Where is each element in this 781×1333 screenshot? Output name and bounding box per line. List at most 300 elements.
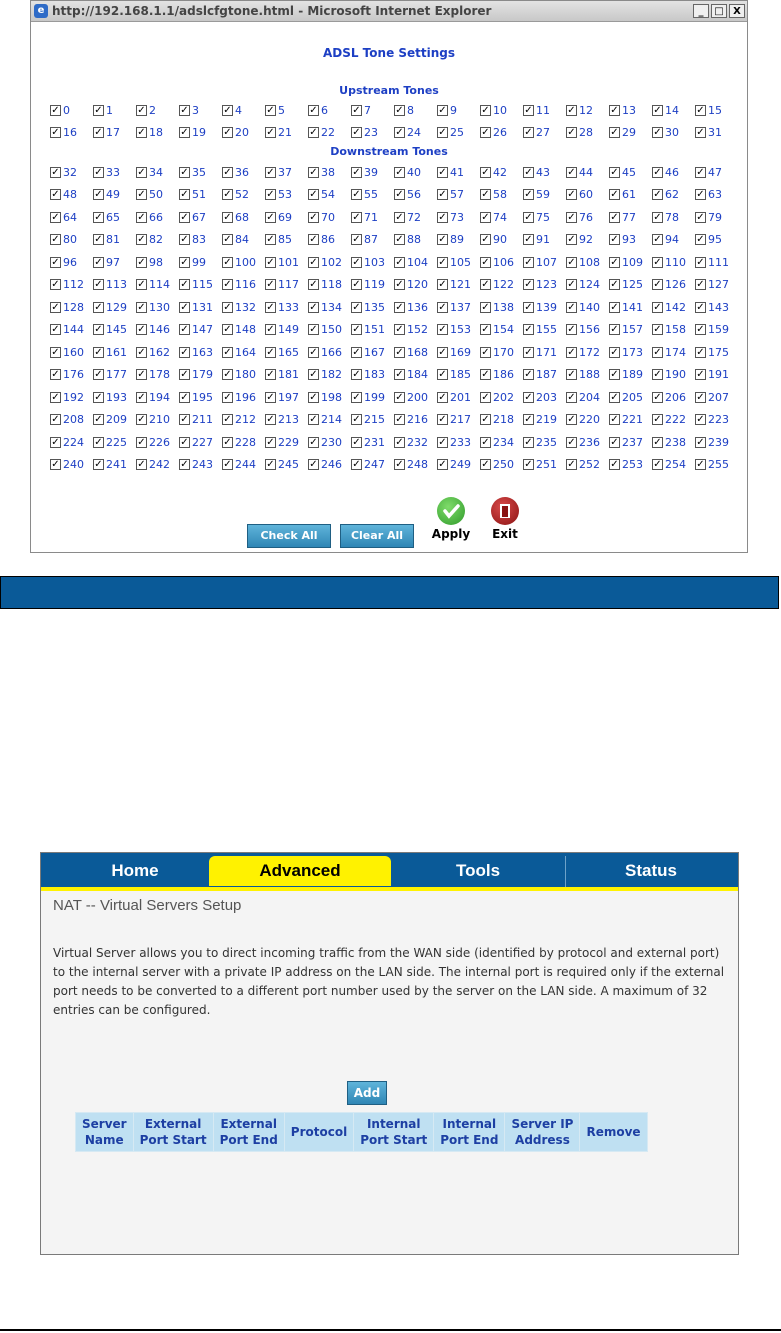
tone-checkbox-182[interactable] bbox=[308, 367, 342, 383]
tone-checkbox-187[interactable] bbox=[523, 367, 557, 383]
tone-checkbox-220[interactable] bbox=[566, 412, 600, 428]
tone-checkbox-21[interactable] bbox=[265, 125, 292, 141]
checkbox-checked-icon[interactable]: ✓ bbox=[94, 234, 103, 245]
checkbox-checked-icon[interactable]: ✓ bbox=[481, 414, 490, 425]
tone-checkbox-7[interactable] bbox=[351, 102, 371, 118]
tone-checkbox-229[interactable] bbox=[265, 434, 299, 450]
tone-checkbox-117[interactable] bbox=[265, 277, 299, 293]
tone-checkbox-41[interactable] bbox=[437, 164, 464, 180]
checkbox-checked-icon[interactable]: ✓ bbox=[137, 211, 146, 223]
tone-checkbox-95[interactable] bbox=[695, 232, 722, 248]
tone-checkbox-136[interactable] bbox=[394, 299, 428, 315]
tone-checkbox-114[interactable] bbox=[136, 277, 170, 293]
checkbox-checked-icon[interactable]: ✓ bbox=[352, 234, 361, 245]
checkbox-checked-icon[interactable]: ✓ bbox=[481, 166, 490, 178]
tone-checkbox-249[interactable] bbox=[437, 457, 471, 473]
tone-checkbox-36[interactable] bbox=[222, 164, 249, 180]
tone-checkbox-254[interactable] bbox=[652, 457, 686, 473]
tone-checkbox-218[interactable] bbox=[480, 412, 514, 428]
checkbox-checked-icon[interactable]: ✓ bbox=[266, 104, 275, 116]
tone-checkbox-68[interactable] bbox=[222, 209, 249, 225]
tone-checkbox-143[interactable] bbox=[695, 299, 729, 315]
tone-checkbox-219[interactable] bbox=[523, 412, 557, 428]
checkbox-checked-icon[interactable]: ✓ bbox=[180, 459, 189, 470]
checkbox-checked-icon[interactable]: ✓ bbox=[395, 256, 404, 268]
checkbox-checked-icon[interactable]: ✓ bbox=[524, 211, 533, 223]
tone-checkbox-215[interactable] bbox=[351, 412, 385, 428]
tone-checkbox-31[interactable] bbox=[695, 125, 722, 141]
checkbox-checked-icon[interactable]: ✓ bbox=[610, 211, 619, 223]
tone-checkbox-82[interactable] bbox=[136, 232, 163, 248]
checkbox-checked-icon[interactable]: ✓ bbox=[180, 279, 189, 290]
tone-checkbox-170[interactable] bbox=[480, 344, 514, 360]
tone-checkbox-142[interactable] bbox=[652, 299, 686, 315]
checkbox-checked-icon[interactable]: ✓ bbox=[180, 346, 189, 358]
checkbox-checked-icon[interactable]: ✓ bbox=[696, 324, 705, 335]
tone-checkbox-5[interactable] bbox=[265, 102, 285, 118]
checkbox-checked-icon[interactable]: ✓ bbox=[524, 279, 533, 290]
checkbox-checked-icon[interactable]: ✓ bbox=[438, 436, 447, 448]
checkbox-checked-icon[interactable]: ✓ bbox=[352, 279, 361, 290]
tone-checkbox-150[interactable] bbox=[308, 322, 342, 338]
checkbox-checked-icon[interactable]: ✓ bbox=[223, 166, 232, 178]
tone-checkbox-212[interactable] bbox=[222, 412, 256, 428]
checkbox-checked-icon[interactable]: ✓ bbox=[653, 256, 662, 268]
tone-checkbox-211[interactable] bbox=[179, 412, 213, 428]
tone-checkbox-54[interactable] bbox=[308, 187, 335, 203]
checkbox-checked-icon[interactable]: ✓ bbox=[266, 211, 275, 223]
tone-checkbox-111[interactable] bbox=[695, 254, 729, 270]
checkbox-checked-icon[interactable]: ✓ bbox=[309, 346, 318, 358]
tone-checkbox-40[interactable] bbox=[394, 164, 421, 180]
tone-checkbox-60[interactable] bbox=[566, 187, 593, 203]
checkbox-checked-icon[interactable]: ✓ bbox=[481, 346, 490, 358]
checkbox-checked-icon[interactable]: ✓ bbox=[438, 166, 447, 178]
tone-checkbox-138[interactable] bbox=[480, 299, 514, 315]
checkbox-checked-icon[interactable]: ✓ bbox=[51, 436, 60, 448]
tone-checkbox-122[interactable] bbox=[480, 277, 514, 293]
checkbox-checked-icon[interactable]: ✓ bbox=[352, 436, 361, 448]
checkbox-checked-icon[interactable]: ✓ bbox=[51, 346, 60, 358]
checkbox-checked-icon[interactable]: ✓ bbox=[481, 189, 490, 200]
checkbox-checked-icon[interactable]: ✓ bbox=[653, 346, 662, 358]
checkbox-checked-icon[interactable]: ✓ bbox=[567, 414, 576, 425]
checkbox-checked-icon[interactable]: ✓ bbox=[610, 234, 619, 245]
checkbox-checked-icon[interactable]: ✓ bbox=[223, 459, 232, 470]
tone-checkbox-55[interactable] bbox=[351, 187, 378, 203]
tone-checkbox-94[interactable] bbox=[652, 232, 679, 248]
tone-checkbox-227[interactable] bbox=[179, 434, 213, 450]
tone-checkbox-248[interactable] bbox=[394, 457, 428, 473]
tone-checkbox-197[interactable] bbox=[265, 389, 299, 405]
tone-checkbox-11[interactable] bbox=[523, 102, 550, 118]
exit-button[interactable] bbox=[478, 497, 532, 541]
checkbox-checked-icon[interactable]: ✓ bbox=[653, 391, 662, 403]
tone-checkbox-183[interactable] bbox=[351, 367, 385, 383]
checkbox-checked-icon[interactable]: ✓ bbox=[180, 189, 189, 200]
tab-advanced[interactable]: Advanced bbox=[209, 856, 391, 886]
tone-checkbox-35[interactable] bbox=[179, 164, 206, 180]
tone-checkbox-210[interactable] bbox=[136, 412, 170, 428]
tone-checkbox-192[interactable] bbox=[50, 389, 84, 405]
tone-checkbox-121[interactable] bbox=[437, 277, 471, 293]
checkbox-checked-icon[interactable]: ✓ bbox=[567, 256, 576, 268]
checkbox-checked-icon[interactable]: ✓ bbox=[696, 301, 705, 313]
tone-checkbox-161[interactable] bbox=[93, 344, 127, 360]
tone-checkbox-63[interactable] bbox=[695, 187, 722, 203]
checkbox-checked-icon[interactable]: ✓ bbox=[610, 166, 619, 178]
tone-checkbox-48[interactable] bbox=[50, 187, 77, 203]
checkbox-checked-icon[interactable]: ✓ bbox=[223, 279, 232, 290]
tone-checkbox-251[interactable] bbox=[523, 457, 557, 473]
tone-checkbox-242[interactable] bbox=[136, 457, 170, 473]
checkbox-checked-icon[interactable]: ✓ bbox=[567, 436, 576, 448]
tone-checkbox-189[interactable] bbox=[609, 367, 643, 383]
tone-checkbox-71[interactable] bbox=[351, 209, 378, 225]
tone-checkbox-247[interactable] bbox=[351, 457, 385, 473]
checkbox-checked-icon[interactable]: ✓ bbox=[567, 346, 576, 358]
tone-checkbox-38[interactable] bbox=[308, 164, 335, 180]
checkbox-checked-icon[interactable]: ✓ bbox=[395, 414, 404, 425]
tone-checkbox-200[interactable] bbox=[394, 389, 428, 405]
tone-checkbox-27[interactable] bbox=[523, 125, 550, 141]
tone-checkbox-245[interactable] bbox=[265, 457, 299, 473]
checkbox-checked-icon[interactable]: ✓ bbox=[51, 256, 60, 268]
checkbox-checked-icon[interactable]: ✓ bbox=[223, 301, 232, 313]
tone-checkbox-85[interactable] bbox=[265, 232, 292, 248]
checkbox-checked-icon[interactable]: ✓ bbox=[137, 279, 146, 290]
tone-checkbox-155[interactable] bbox=[523, 322, 557, 338]
checkbox-checked-icon[interactable]: ✓ bbox=[481, 234, 490, 245]
checkbox-checked-icon[interactable]: ✓ bbox=[223, 369, 232, 380]
tone-checkbox-118[interactable] bbox=[308, 277, 342, 293]
tone-checkbox-8[interactable] bbox=[394, 102, 414, 118]
checkbox-checked-icon[interactable]: ✓ bbox=[223, 391, 232, 403]
checkbox-checked-icon[interactable]: ✓ bbox=[567, 279, 576, 290]
checkbox-checked-icon[interactable]: ✓ bbox=[180, 104, 189, 116]
tone-checkbox-191[interactable] bbox=[695, 367, 729, 383]
tone-checkbox-109[interactable] bbox=[609, 254, 643, 270]
checkbox-checked-icon[interactable]: ✓ bbox=[309, 189, 318, 200]
checkbox-checked-icon[interactable]: ✓ bbox=[266, 369, 275, 380]
checkbox-checked-icon[interactable]: ✓ bbox=[653, 279, 662, 290]
checkbox-checked-icon[interactable]: ✓ bbox=[352, 369, 361, 380]
tone-checkbox-4[interactable] bbox=[222, 102, 242, 118]
checkbox-checked-icon[interactable]: ✓ bbox=[137, 391, 146, 403]
tone-checkbox-116[interactable] bbox=[222, 277, 256, 293]
checkbox-checked-icon[interactable]: ✓ bbox=[610, 459, 619, 470]
tone-checkbox-98[interactable] bbox=[136, 254, 163, 270]
tone-checkbox-184[interactable] bbox=[394, 367, 428, 383]
checkbox-checked-icon[interactable]: ✓ bbox=[180, 324, 189, 335]
tone-checkbox-0[interactable] bbox=[50, 102, 70, 118]
tone-checkbox-30[interactable] bbox=[652, 125, 679, 141]
checkbox-checked-icon[interactable]: ✓ bbox=[524, 414, 533, 425]
checkbox-checked-icon[interactable]: ✓ bbox=[653, 234, 662, 245]
checkbox-checked-icon[interactable]: ✓ bbox=[653, 189, 662, 200]
tone-checkbox-9[interactable] bbox=[437, 102, 457, 118]
tone-checkbox-125[interactable] bbox=[609, 277, 643, 293]
tone-checkbox-166[interactable] bbox=[308, 344, 342, 360]
tone-checkbox-222[interactable] bbox=[652, 412, 686, 428]
tone-checkbox-185[interactable] bbox=[437, 367, 471, 383]
tone-checkbox-204[interactable] bbox=[566, 389, 600, 405]
tone-checkbox-127[interactable] bbox=[695, 277, 729, 293]
checkbox-checked-icon[interactable]: ✓ bbox=[223, 189, 232, 200]
tone-checkbox-153[interactable] bbox=[437, 322, 471, 338]
tone-checkbox-3[interactable] bbox=[179, 102, 199, 118]
tab-home[interactable]: Home bbox=[111, 861, 159, 880]
tone-checkbox-74[interactable] bbox=[480, 209, 507, 225]
checkbox-checked-icon[interactable]: ✓ bbox=[395, 234, 404, 245]
tone-checkbox-90[interactable] bbox=[480, 232, 507, 248]
checkbox-checked-icon[interactable]: ✓ bbox=[696, 436, 705, 448]
checkbox-checked-icon[interactable]: ✓ bbox=[610, 414, 619, 425]
checkbox-checked-icon[interactable]: ✓ bbox=[94, 459, 103, 470]
checkbox-checked-icon[interactable]: ✓ bbox=[610, 301, 619, 313]
tone-checkbox-169[interactable] bbox=[437, 344, 471, 360]
tone-checkbox-97[interactable] bbox=[93, 254, 120, 270]
checkbox-checked-icon[interactable]: ✓ bbox=[610, 189, 619, 200]
checkbox-checked-icon[interactable]: ✓ bbox=[524, 301, 533, 313]
tone-checkbox-178[interactable] bbox=[136, 367, 170, 383]
checkbox-checked-icon[interactable]: ✓ bbox=[395, 369, 404, 380]
checkbox-checked-icon[interactable]: ✓ bbox=[567, 324, 576, 335]
tone-checkbox-253[interactable] bbox=[609, 457, 643, 473]
checkbox-checked-icon[interactable]: ✓ bbox=[567, 369, 576, 380]
tone-checkbox-202[interactable] bbox=[480, 389, 514, 405]
tone-checkbox-236[interactable] bbox=[566, 434, 600, 450]
checkbox-checked-icon[interactable]: ✓ bbox=[438, 127, 447, 138]
checkbox-checked-icon[interactable]: ✓ bbox=[567, 459, 576, 470]
tone-checkbox-77[interactable] bbox=[609, 209, 636, 225]
checkbox-checked-icon[interactable]: ✓ bbox=[481, 369, 490, 380]
tone-checkbox-61[interactable] bbox=[609, 187, 636, 203]
checkbox-checked-icon[interactable]: ✓ bbox=[223, 436, 232, 448]
tone-checkbox-73[interactable] bbox=[437, 209, 464, 225]
checkbox-checked-icon[interactable]: ✓ bbox=[309, 459, 318, 470]
checkbox-checked-icon[interactable]: ✓ bbox=[51, 279, 60, 290]
checkbox-checked-icon[interactable]: ✓ bbox=[696, 256, 705, 268]
checkbox-checked-icon[interactable]: ✓ bbox=[395, 189, 404, 200]
checkbox-checked-icon[interactable]: ✓ bbox=[266, 166, 275, 178]
tone-checkbox-113[interactable] bbox=[93, 277, 127, 293]
checkbox-checked-icon[interactable]: ✓ bbox=[395, 324, 404, 335]
checkbox-checked-icon[interactable]: ✓ bbox=[266, 436, 275, 448]
tone-checkbox-141[interactable] bbox=[609, 299, 643, 315]
checkbox-checked-icon[interactable]: ✓ bbox=[610, 256, 619, 268]
checkbox-checked-icon[interactable]: ✓ bbox=[610, 391, 619, 403]
checkbox-checked-icon[interactable]: ✓ bbox=[94, 211, 103, 223]
tone-checkbox-43[interactable] bbox=[523, 164, 550, 180]
checkbox-checked-icon[interactable]: ✓ bbox=[653, 127, 662, 138]
checkbox-checked-icon[interactable]: ✓ bbox=[438, 189, 447, 200]
checkbox-checked-icon[interactable]: ✓ bbox=[395, 104, 404, 116]
checkbox-checked-icon[interactable]: ✓ bbox=[266, 256, 275, 268]
tone-checkbox-177[interactable] bbox=[93, 367, 127, 383]
checkbox-checked-icon[interactable]: ✓ bbox=[51, 391, 60, 403]
checkbox-checked-icon[interactable]: ✓ bbox=[94, 166, 103, 178]
tone-checkbox-147[interactable] bbox=[179, 322, 213, 338]
checkbox-checked-icon[interactable]: ✓ bbox=[524, 104, 533, 116]
tone-checkbox-20[interactable] bbox=[222, 125, 249, 141]
checkbox-checked-icon[interactable]: ✓ bbox=[610, 127, 619, 138]
tone-checkbox-224[interactable] bbox=[50, 434, 84, 450]
tone-checkbox-49[interactable] bbox=[93, 187, 120, 203]
checkbox-checked-icon[interactable]: ✓ bbox=[309, 234, 318, 245]
checkbox-checked-icon[interactable]: ✓ bbox=[481, 256, 490, 268]
tone-checkbox-205[interactable] bbox=[609, 389, 643, 405]
checkbox-checked-icon[interactable]: ✓ bbox=[352, 391, 361, 403]
tone-checkbox-16[interactable] bbox=[50, 125, 77, 141]
tone-checkbox-165[interactable] bbox=[265, 344, 299, 360]
checkbox-checked-icon[interactable]: ✓ bbox=[352, 256, 361, 268]
tone-checkbox-84[interactable] bbox=[222, 232, 249, 248]
checkbox-checked-icon[interactable]: ✓ bbox=[180, 211, 189, 223]
checkbox-checked-icon[interactable]: ✓ bbox=[610, 436, 619, 448]
tone-checkbox-225[interactable] bbox=[93, 434, 127, 450]
tone-checkbox-88[interactable] bbox=[394, 232, 421, 248]
checkbox-checked-icon[interactable]: ✓ bbox=[481, 127, 490, 138]
checkbox-checked-icon[interactable]: ✓ bbox=[696, 166, 705, 178]
tone-checkbox-149[interactable] bbox=[265, 322, 299, 338]
tone-checkbox-123[interactable] bbox=[523, 277, 557, 293]
tone-checkbox-160[interactable] bbox=[50, 344, 84, 360]
tone-checkbox-130[interactable] bbox=[136, 299, 170, 315]
tone-checkbox-231[interactable] bbox=[351, 434, 385, 450]
checkbox-checked-icon[interactable]: ✓ bbox=[309, 369, 318, 380]
tone-checkbox-10[interactable] bbox=[480, 102, 507, 118]
checkbox-checked-icon[interactable]: ✓ bbox=[266, 391, 275, 403]
checkbox-checked-icon[interactable]: ✓ bbox=[94, 127, 103, 138]
check-all-button[interactable]: Check All bbox=[247, 524, 331, 548]
checkbox-checked-icon[interactable]: ✓ bbox=[352, 301, 361, 313]
checkbox-checked-icon[interactable]: ✓ bbox=[524, 459, 533, 470]
tone-checkbox-221[interactable] bbox=[609, 412, 643, 428]
checkbox-checked-icon[interactable]: ✓ bbox=[524, 346, 533, 358]
checkbox-checked-icon[interactable]: ✓ bbox=[481, 211, 490, 223]
tone-checkbox-115[interactable] bbox=[179, 277, 213, 293]
checkbox-checked-icon[interactable]: ✓ bbox=[94, 346, 103, 358]
tone-checkbox-119[interactable] bbox=[351, 277, 385, 293]
tone-checkbox-129[interactable] bbox=[93, 299, 127, 315]
checkbox-checked-icon[interactable]: ✓ bbox=[137, 414, 146, 425]
tone-checkbox-148[interactable] bbox=[222, 322, 256, 338]
tone-checkbox-89[interactable] bbox=[437, 232, 464, 248]
tone-checkbox-172[interactable] bbox=[566, 344, 600, 360]
checkbox-checked-icon[interactable]: ✓ bbox=[309, 256, 318, 268]
tone-checkbox-78[interactable] bbox=[652, 209, 679, 225]
tone-checkbox-57[interactable] bbox=[437, 187, 464, 203]
checkbox-checked-icon[interactable]: ✓ bbox=[137, 127, 146, 138]
checkbox-checked-icon[interactable]: ✓ bbox=[653, 166, 662, 178]
tone-checkbox-140[interactable] bbox=[566, 299, 600, 315]
checkbox-checked-icon[interactable]: ✓ bbox=[653, 301, 662, 313]
tone-checkbox-32[interactable] bbox=[50, 164, 77, 180]
checkbox-checked-icon[interactable]: ✓ bbox=[481, 104, 490, 116]
tone-checkbox-108[interactable] bbox=[566, 254, 600, 270]
checkbox-checked-icon[interactable]: ✓ bbox=[438, 324, 447, 335]
checkbox-checked-icon[interactable]: ✓ bbox=[180, 414, 189, 425]
tone-checkbox-26[interactable] bbox=[480, 125, 507, 141]
checkbox-checked-icon[interactable]: ✓ bbox=[567, 391, 576, 403]
checkbox-checked-icon[interactable]: ✓ bbox=[223, 104, 232, 116]
checkbox-checked-icon[interactable]: ✓ bbox=[653, 369, 662, 380]
tone-checkbox-190[interactable] bbox=[652, 367, 686, 383]
tone-checkbox-237[interactable] bbox=[609, 434, 643, 450]
checkbox-checked-icon[interactable]: ✓ bbox=[309, 104, 318, 116]
tone-checkbox-151[interactable] bbox=[351, 322, 385, 338]
checkbox-checked-icon[interactable]: ✓ bbox=[524, 166, 533, 178]
checkbox-checked-icon[interactable]: ✓ bbox=[266, 459, 275, 470]
tone-checkbox-203[interactable] bbox=[523, 389, 557, 405]
tone-checkbox-173[interactable] bbox=[609, 344, 643, 360]
tone-checkbox-79[interactable] bbox=[695, 209, 722, 225]
maximize-button[interactable]: □ bbox=[711, 4, 727, 18]
tone-checkbox-131[interactable] bbox=[179, 299, 213, 315]
checkbox-checked-icon[interactable]: ✓ bbox=[395, 301, 404, 313]
tone-checkbox-158[interactable] bbox=[652, 322, 686, 338]
tone-checkbox-208[interactable] bbox=[50, 412, 84, 428]
checkbox-checked-icon[interactable]: ✓ bbox=[180, 256, 189, 268]
checkbox-checked-icon[interactable]: ✓ bbox=[696, 127, 705, 138]
tone-checkbox-176[interactable] bbox=[50, 367, 84, 383]
checkbox-checked-icon[interactable]: ✓ bbox=[309, 211, 318, 223]
tone-checkbox-188[interactable] bbox=[566, 367, 600, 383]
tone-checkbox-128[interactable] bbox=[50, 299, 84, 315]
tone-checkbox-144[interactable] bbox=[50, 322, 84, 338]
tone-checkbox-101[interactable] bbox=[265, 254, 299, 270]
tone-checkbox-239[interactable] bbox=[695, 434, 729, 450]
tone-checkbox-164[interactable] bbox=[222, 344, 256, 360]
tone-checkbox-64[interactable] bbox=[50, 209, 77, 225]
tone-checkbox-156[interactable] bbox=[566, 322, 600, 338]
tone-checkbox-46[interactable] bbox=[652, 164, 679, 180]
checkbox-checked-icon[interactable]: ✓ bbox=[180, 369, 189, 380]
checkbox-checked-icon[interactable]: ✓ bbox=[137, 346, 146, 358]
tone-checkbox-168[interactable] bbox=[394, 344, 428, 360]
tone-checkbox-83[interactable] bbox=[179, 232, 206, 248]
tone-checkbox-23[interactable] bbox=[351, 125, 378, 141]
tone-checkbox-44[interactable] bbox=[566, 164, 593, 180]
tone-checkbox-65[interactable] bbox=[93, 209, 120, 225]
checkbox-checked-icon[interactable]: ✓ bbox=[94, 279, 103, 290]
checkbox-checked-icon[interactable]: ✓ bbox=[94, 256, 103, 268]
checkbox-checked-icon[interactable]: ✓ bbox=[438, 234, 447, 245]
checkbox-checked-icon[interactable]: ✓ bbox=[395, 279, 404, 290]
tone-checkbox-180[interactable] bbox=[222, 367, 256, 383]
tone-checkbox-22[interactable] bbox=[308, 125, 335, 141]
tone-checkbox-66[interactable] bbox=[136, 209, 163, 225]
checkbox-checked-icon[interactable]: ✓ bbox=[610, 279, 619, 290]
checkbox-checked-icon[interactable]: ✓ bbox=[696, 369, 705, 380]
checkbox-checked-icon[interactable]: ✓ bbox=[524, 324, 533, 335]
tone-checkbox-52[interactable] bbox=[222, 187, 249, 203]
tone-checkbox-15[interactable] bbox=[695, 102, 722, 118]
tone-checkbox-238[interactable] bbox=[652, 434, 686, 450]
tone-checkbox-244[interactable] bbox=[222, 457, 256, 473]
checkbox-checked-icon[interactable]: ✓ bbox=[94, 414, 103, 425]
tone-checkbox-133[interactable] bbox=[265, 299, 299, 315]
tone-checkbox-76[interactable] bbox=[566, 209, 593, 225]
checkbox-checked-icon[interactable]: ✓ bbox=[438, 301, 447, 313]
tone-checkbox-110[interactable] bbox=[652, 254, 686, 270]
tone-checkbox-99[interactable] bbox=[179, 254, 206, 270]
checkbox-checked-icon[interactable]: ✓ bbox=[438, 256, 447, 268]
tone-checkbox-194[interactable] bbox=[136, 389, 170, 405]
tone-checkbox-19[interactable] bbox=[179, 125, 206, 141]
add-button[interactable]: Add bbox=[347, 1081, 387, 1105]
